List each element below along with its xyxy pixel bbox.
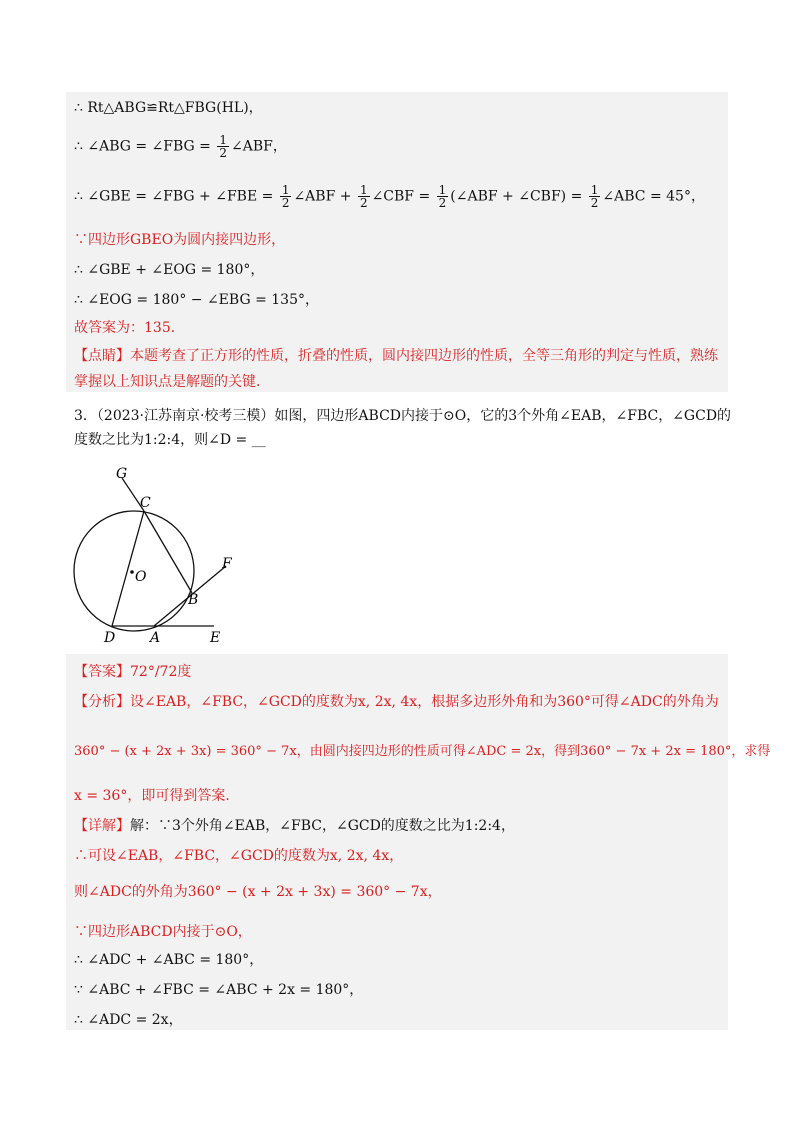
detail-text-1: 解：∵3个外角∠EAB，∠FBC，∠GCD的度数之比为1:2:4， bbox=[130, 818, 515, 834]
fraction-half: $\frac{1}{2}$ bbox=[281, 183, 290, 210]
step-text: ∠ABC = 45°， bbox=[602, 188, 705, 205]
detail-tag: 【详解】 bbox=[74, 818, 130, 834]
question-line-1: 3．（2023·江苏南京·校考三模）如图，四边形ABCD内接于⊙O，它的3个外角∠EAB，∠FBC，∠GCD的 bbox=[74, 408, 732, 424]
label-a: A bbox=[150, 630, 161, 646]
comment-tag: 【点睛】 bbox=[74, 348, 130, 364]
step-text: ∴ ∠ABG = ∠FBG = bbox=[74, 138, 216, 155]
label-g: G bbox=[116, 466, 128, 482]
answer-value: 72°/72度 bbox=[130, 664, 192, 680]
chord-cb bbox=[144, 511, 192, 593]
detail-line-1 bbox=[74, 816, 515, 836]
label-f: F bbox=[222, 556, 232, 572]
label-b: B bbox=[188, 592, 199, 608]
fraction-half: $\frac{1}{2}$ bbox=[359, 183, 368, 210]
label-c: C bbox=[140, 495, 151, 511]
comment-text: 本题考查了正方形的性质，折叠的性质，圆内接四边形的性质，全等三角形的判定与性质，熟练 bbox=[130, 348, 718, 364]
step-text: ∠ABF + bbox=[293, 188, 356, 205]
fraction-half: $\frac{1}{2}$ bbox=[438, 183, 447, 210]
comment-line-2: 掌握以上知识点是解题的关键． bbox=[74, 374, 270, 390]
fraction-half: $\frac{1}{2}$ bbox=[219, 133, 228, 160]
question-line-2: 度数之比为1:2:4，则∠D = __ bbox=[74, 432, 266, 448]
fraction-half: $\frac{1}{2}$ bbox=[590, 183, 599, 210]
label-d: D bbox=[104, 630, 116, 646]
step-text: ∠ABF， bbox=[231, 138, 287, 155]
analysis-tag: 【分析】 bbox=[74, 694, 130, 710]
center-point bbox=[130, 570, 134, 574]
answer-tag: 【答案】 bbox=[74, 664, 130, 680]
step-gbe-eog: ∴ ∠GBE + ∠EOG = 180°， bbox=[74, 262, 265, 278]
answer-line bbox=[74, 662, 191, 682]
analysis-text-1: 设∠EAB，∠FBC，∠GCD的度数为x, 2x, 4x，根据多边形外角和为360°可得∠ADC的外角为 bbox=[130, 694, 719, 710]
circle-o bbox=[74, 511, 194, 631]
circle-diagram bbox=[64, 466, 239, 646]
analysis-line-1 bbox=[74, 692, 719, 712]
step-abg-fbg bbox=[74, 134, 287, 159]
comment-line-1 bbox=[74, 346, 718, 366]
step-text: ∠CBF = bbox=[371, 188, 435, 205]
step-text: ∴ ∠GBE = ∠FBG + ∠FBE = bbox=[74, 188, 278, 205]
analysis-line-3: x = 36°，即可得到答案． bbox=[74, 788, 240, 804]
detail-line-6: ∵ ∠ABC + ∠FBC = ∠ABC + 2x = 180°， bbox=[74, 982, 364, 998]
detail-line-3: 则∠ADC的外角为360° − (x + 2x + 3x) = 360° − 7x， bbox=[74, 884, 442, 900]
analysis-line-2: 360° − (x + 2x + 3x) = 360° − 7x，由圆内接四边形的性质可得∠ADC = 2x，得到360° − 7x + 2x = 180°，求得 bbox=[74, 744, 771, 759]
step-gbe-sum bbox=[74, 184, 705, 209]
label-o: O bbox=[135, 569, 147, 585]
geometry-figure bbox=[64, 466, 239, 646]
step-text: (∠ABF + ∠CBF) = bbox=[450, 188, 587, 205]
detail-line-5: ∴ ∠ADC + ∠ABC = 180°， bbox=[74, 952, 264, 968]
question-text bbox=[74, 404, 734, 452]
step-eog-value: ∴ ∠EOG = 180° − ∠EBG = 135°， bbox=[74, 292, 319, 308]
step-congruent: ∴ Rt△ABG≌Rt△FBG(HL)， bbox=[74, 100, 263, 116]
step-cyclic-quad: ∵四边形GBEO为圆内接四边形， bbox=[74, 232, 286, 248]
label-e: E bbox=[210, 630, 221, 646]
detail-line-2: ∴可设∠EAB，∠FBC，∠GCD的度数为x, 2x, 4x， bbox=[74, 848, 404, 864]
detail-line-7: ∴ ∠ADC = 2x， bbox=[74, 1012, 183, 1028]
final-answer-prev: 故答案为：135． bbox=[74, 320, 185, 336]
detail-line-4: ∵四边形ABCD内接于⊙O， bbox=[74, 924, 252, 940]
